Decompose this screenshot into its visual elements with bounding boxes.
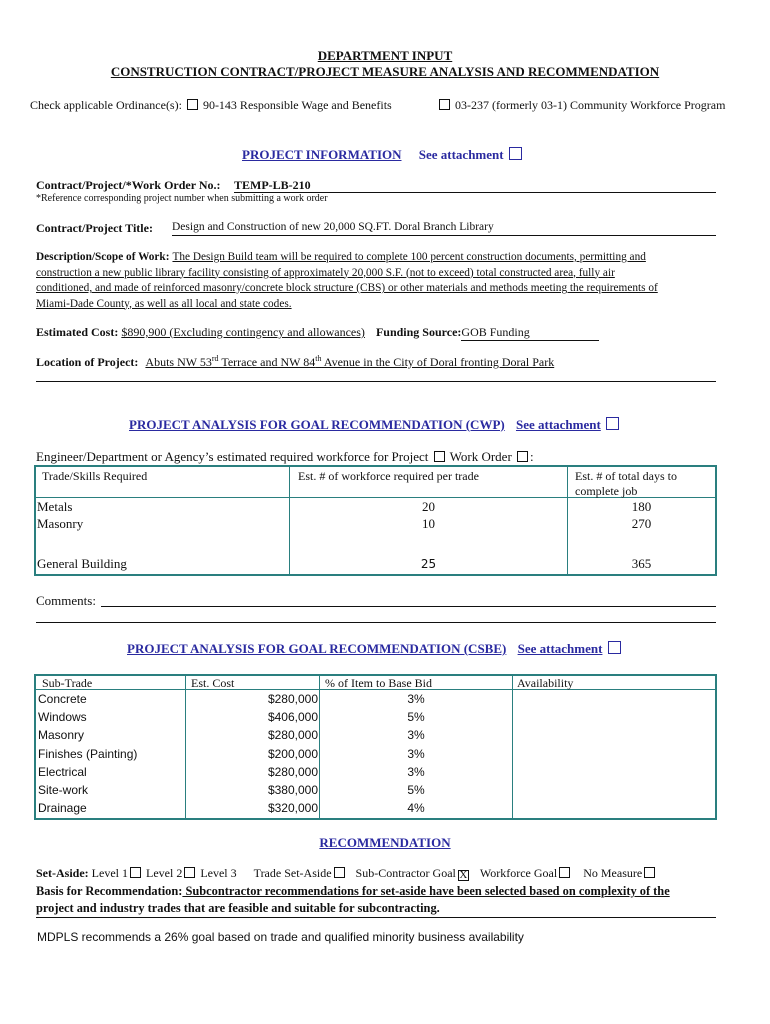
csbe-rows (38, 690, 718, 817)
ordinance-row-2 (437, 98, 725, 113)
no-measure-checkbox[interactable] (644, 867, 655, 878)
basis-row (36, 883, 756, 918)
cwp-project-checkbox[interactable] (434, 451, 445, 462)
level2-label: Level 2 (146, 866, 183, 880)
csbe-see-attachment: See attachment (517, 641, 603, 656)
table-row: Windows $406,000 5% (38, 710, 425, 725)
cwp-col-workforce: Est. # of workforce required per trade (298, 469, 479, 483)
cwp-cell: 10 (422, 516, 435, 531)
cost-row (36, 325, 599, 341)
cwp-attachment-checkbox[interactable] (606, 417, 619, 430)
csbe-col-cost: Est. Cost (191, 676, 235, 690)
csbe-col-availability: Availability (517, 676, 574, 690)
level3-label: Level 3 (200, 866, 237, 880)
table-row: Masonry $280,000 3% (38, 728, 425, 743)
location-continuation-line (36, 381, 716, 382)
location-label: Location of Project: (36, 355, 139, 369)
form-title (0, 48, 770, 80)
order-note: *Reference corresponding project number when submitting a work order (36, 193, 328, 204)
ordinance-03-237-label: 03-237 (formerly 03-1) Community Workforce Program (455, 98, 726, 112)
cwp-estimate-row (36, 449, 534, 465)
project-info-attachment-checkbox[interactable] (509, 147, 522, 160)
cwp-see-attachment: See attachment (515, 417, 601, 432)
recommendation-heading: RECOMMENDATION (319, 835, 451, 850)
comments-label: Comments: (36, 593, 96, 608)
cwp-col-days: Est. # of total days to complete job (575, 469, 677, 498)
scope-line-1: The Design Build team will be required to complete 100 percent construction documents, permitting and (172, 251, 646, 263)
scope-line-4: Miami-Dade County, as well as all local and state codes. (36, 297, 292, 310)
title-value: Design and Construction of new 20,000 SQ.FT. Doral Branch Library (172, 221, 716, 236)
level2-checkbox[interactable] (184, 867, 195, 878)
project-info-heading (242, 147, 524, 163)
project-info-title: PROJECT INFORMATION (242, 147, 402, 162)
level1-label: Level 1 (91, 866, 128, 880)
cwp-cell: 365 (631, 556, 652, 571)
table-row: Drainage $320,000 4% (38, 801, 425, 816)
no-measure-label: No Measure (583, 866, 643, 880)
location-row (36, 354, 554, 370)
ordinance-90-143-checkbox[interactable] (187, 99, 198, 110)
table-row: Site-work $380,000 5% (38, 782, 425, 797)
table-row: General Building (37, 556, 127, 571)
cost-value: $890,900 (Excluding contingency and allowances) (121, 325, 365, 339)
title-line-2: CONSTRUCTION CONTRACT/PROJECT MEASURE ANALYSIS AND RECOMMENDATION (110, 64, 660, 79)
title-label: Contract/Project Title: (36, 221, 153, 235)
basis-line-1: Subcontractor recommendations for set-aside have been selected based on complexity of the (182, 884, 670, 898)
comments-line-1[interactable] (101, 606, 716, 607)
csbe-col-pct: % of Item to Base Bid (325, 676, 432, 690)
workforce-goal-checkbox[interactable] (559, 867, 570, 878)
workforce-goal-label: Workforce Goal (479, 866, 558, 880)
scope-label: Description/Scope of Work: (36, 251, 170, 263)
table-row: Masonry (37, 516, 84, 531)
setaside-label: Set-Aside: (36, 866, 89, 880)
cwp-col-trade: Trade/Skills Required (42, 469, 148, 483)
cost-label: Estimated Cost: (36, 325, 119, 339)
level1-checkbox[interactable] (130, 867, 141, 878)
cwp-title: PROJECT ANALYSIS FOR GOAL RECOMMENDATION (CWP) (129, 417, 505, 432)
location-value: Abuts NW 53rd Terrace and NW 84th Avenue in the City of Doral fronting Doral Park (145, 354, 555, 369)
cwp-cell: 20 (422, 499, 435, 514)
cwp-cell: 25 (420, 557, 437, 571)
basis-label: Basis for Recommendation: (36, 884, 183, 898)
table-row: Electrical $280,000 3% (38, 764, 425, 779)
subcontractor-goal-checkbox[interactable]: X (459, 869, 468, 881)
csbe-attachment-checkbox[interactable] (608, 641, 621, 654)
scope-line-2: construction a new public library facility consisting of approximately 20,000 S.F. (not to exceed) total constructed area, fully air (36, 266, 615, 279)
cwp-cell: 180 (631, 499, 652, 514)
cwp-cell: 270 (631, 516, 652, 531)
order-value: TEMP-LB-210 (234, 178, 716, 193)
csbe-title: PROJECT ANALYSIS FOR GOAL RECOMMENDATION (CSBE) (127, 641, 507, 656)
comments-line-2[interactable] (36, 622, 716, 623)
trade-setaside-label: Trade Set-Aside (253, 866, 332, 880)
table-row: Concrete $280,000 3% (38, 692, 425, 706)
cwp-heading (129, 417, 621, 433)
cwp-colon: : (530, 449, 534, 464)
subcontractor-goal-label: Sub-Contractor Goal (355, 866, 456, 880)
ordinance-90-143-label: 90-143 Responsible Wage and Benefits (202, 98, 392, 112)
funding-value: GOB Funding (461, 325, 599, 341)
final-note: MDPLS recommends a 26% goal based on trade and qualified minority business availability (37, 930, 524, 944)
setaside-row (36, 866, 657, 881)
basis-line-2: project and industry trades that are feasible and suitable for subcontracting. (36, 900, 716, 918)
csbe-heading (127, 641, 623, 657)
csbe-col-subtrade: Sub-Trade (42, 676, 93, 690)
ordinance-label: Check applicable Ordinance(s): (30, 98, 182, 112)
table-row: Metals (37, 499, 73, 514)
ordinance-03-237-checkbox[interactable] (439, 99, 450, 110)
table-row: Finishes (Painting) $200,000 3% (38, 746, 425, 761)
cwp-work-order-checkbox[interactable] (517, 451, 528, 462)
trade-setaside-checkbox[interactable] (334, 867, 345, 878)
project-info-see-attachment: See attachment (418, 147, 504, 162)
funding-label: Funding Source: (375, 325, 462, 339)
ordinance-row (30, 98, 392, 113)
cwp-work-order-label: Work Order (449, 449, 512, 464)
cwp-estimate-label: Engineer/Department or Agency’s estimated required workforce for Project (36, 449, 429, 464)
scope-line-3: conditioned, and made of reinforced masonry/concrete block structure (CBS) or other materials and methods meeting the requirements of (36, 282, 658, 294)
title-line-1: DEPARTMENT INPUT (317, 48, 453, 63)
scope-of-work (36, 250, 756, 312)
order-label: Contract/Project/*Work Order No.: (36, 178, 221, 192)
